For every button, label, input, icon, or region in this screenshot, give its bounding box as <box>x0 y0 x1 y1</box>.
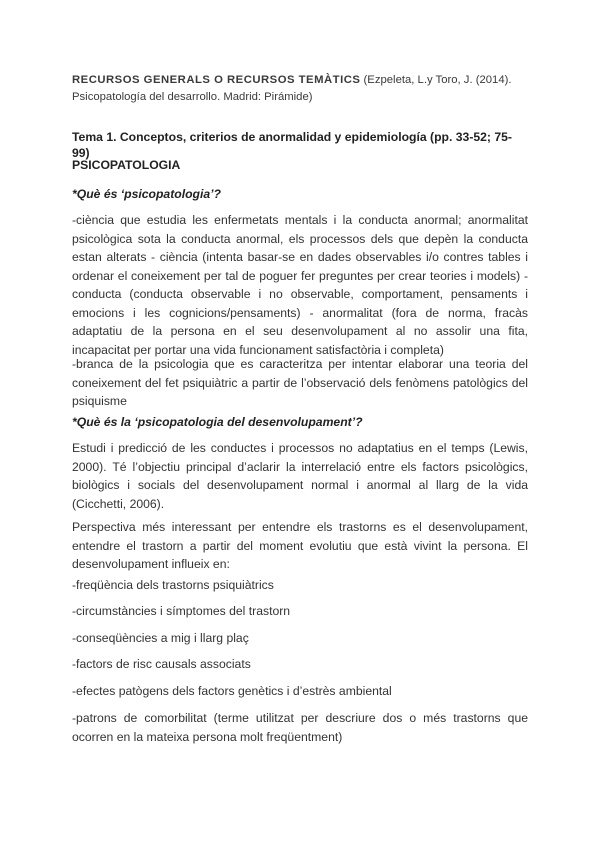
reference-title: RECURSOS GENERALS O RECURSOS TEMÀTICS <box>72 74 361 86</box>
definition-paragraph-1: -ciència que estudia les enfermetats mentals i la conducta anormal; anormalitat psicològica sota la conducta anormal, els processos dels que depèn la conducta estan alterats - ciència (intenta basar-se en dades observables i/o contres tables i ordenar el coneixement per tal de poguer fer preguntes per crear teories i models) - conducta (conducta observable i no observable, comportament, pensaments i emocions i les cognicions/pensaments) - anormalitat (fora de norma, fracàs adaptatiu de la persona en el seu desenvolupament al no assolir una fita, incapacitat per portar una vida funcionament satisfactòria i completa) <box>72 213 528 357</box>
reference-block <box>72 72 528 106</box>
list-item: -efectes patògens dels factors genètics i d’estrès ambiental <box>72 684 392 698</box>
list-item: -conseqüències a mig i llarg plaç <box>72 631 249 645</box>
question-psicopatologia: *Què és ‘psicopatologia’? <box>72 187 221 201</box>
list-item: -circumstàncies i símptomes del trastorn <box>72 604 291 618</box>
question-psicopatologia-desenvolupament: *Què és la ‘psicopatologia del desenvolupament’? <box>72 415 363 429</box>
reference-citation: (Ezpeleta, L.y Toro, J. (2014). Psicopatología del desarrollo. Madrid: Pirámide) <box>72 74 512 103</box>
topic-heading: Tema 1. Conceptos, criterios de anormalidad y epidemiología (pp. 33-52; 75-99) <box>72 130 512 160</box>
perspective-paragraph: Perspectiva més interessant per entendre els trastorns es el desenvolupament, entendre el trastorn a partir del moment evolutiu que està vivint la persona. El desenvolupament influeix en: <box>72 520 528 571</box>
list-item: -factors de risc causals associats <box>72 657 251 671</box>
study-paragraph: Estudi i predicció de les conductes i processos no adaptatius en el temps (Lewis, 2000). Té l’objectiu principal d’aclarir la interrelació entre els factors psicològics, biològics i socials del desenvolupament normal i anormal al llarg de la vida (Cicchetti, 2006). <box>72 441 528 511</box>
list-item: -freqüència dels trastorns psiquiàtrics <box>72 578 274 592</box>
definition-paragraph-2: -branca de la psicologia que es caracteritza per intentar elaborar una teoria del coneixement del fet psiquiàtric a partir de l’observació dels fenòmens patològics del psiquisme <box>72 357 528 408</box>
section-title: PSICOPATOLOGIA <box>72 158 181 172</box>
list-item: -patrons de comorbilitat (terme utilitzat per descriure dos o més trastorns que ocorren en la mateixa persona molt freqüentment) <box>72 711 528 744</box>
